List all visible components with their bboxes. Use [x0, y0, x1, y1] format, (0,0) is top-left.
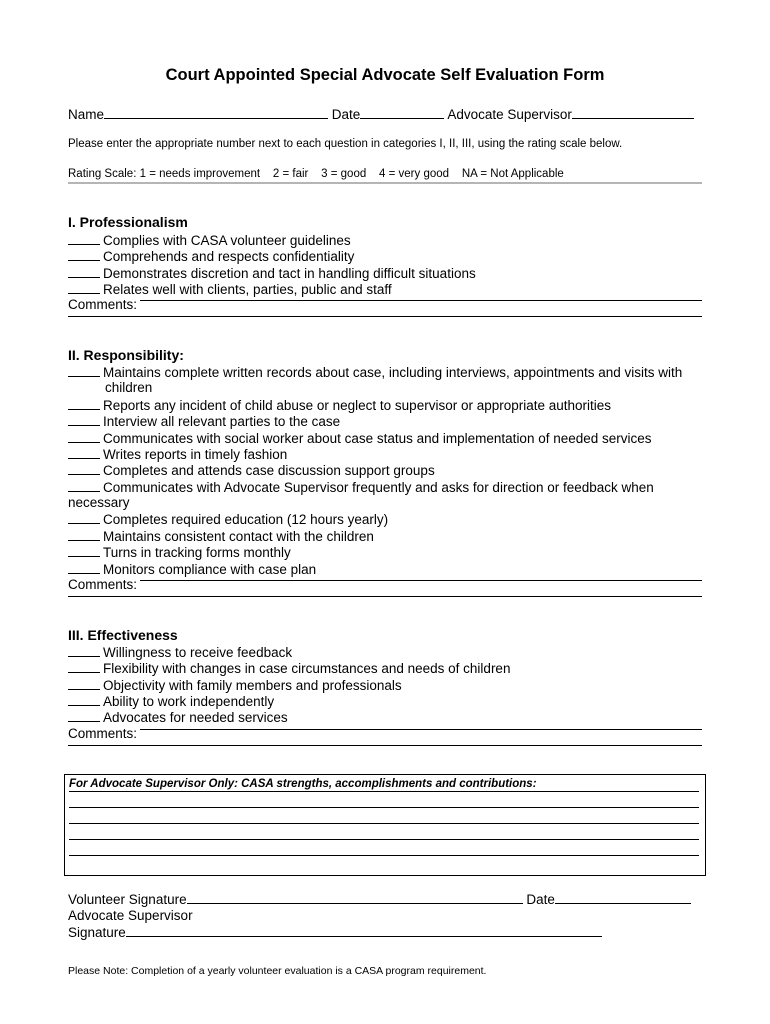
list-item: Communicates with Advocate Supervisor frequently and asks for direction or feedback when — [68, 479, 654, 495]
list-item: Communicates with social worker about case status and implementation of needed services — [68, 430, 652, 446]
name-field[interactable] — [104, 106, 328, 119]
date-label: Date — [331, 107, 361, 122]
list-item: Completes required education (12 hours yearly) — [68, 511, 388, 527]
supervisor-notes-line[interactable] — [69, 839, 699, 840]
supervisor-notes-line[interactable] — [69, 823, 699, 824]
comments-line[interactable] — [140, 300, 702, 301]
section-heading-effectiveness: III. Effectiveness — [68, 627, 178, 643]
list-item: Relates well with clients, parties, public and staff — [68, 281, 392, 297]
supervisor-signature-label: Signature — [68, 925, 126, 940]
list-item: Complies with CASA volunteer guidelines — [68, 232, 351, 248]
rating-item: 4 = very good — [379, 168, 450, 180]
list-item: Writes reports in timely fashion — [68, 446, 287, 462]
list-item: Interview all relevant parties to the case — [68, 413, 340, 429]
footer-note: Please Note: Completion of a yearly volunteer evaluation is a CASA program requirement. — [68, 965, 487, 977]
rating-blank[interactable] — [68, 561, 100, 574]
comments-label: Comments: — [68, 577, 138, 592]
list-item: Flexibility with changes in case circumstances and needs of children — [68, 660, 510, 676]
list-item: Maintains complete written records about case, including interviews, appointments and visits with — [68, 364, 682, 380]
signature-date-field[interactable] — [555, 891, 691, 904]
rating-blank[interactable] — [68, 413, 100, 426]
rating-blank[interactable] — [68, 462, 100, 475]
rating-item: 1 = needs improvement — [139, 168, 261, 180]
rating-blank[interactable] — [68, 511, 100, 524]
list-item-continuation: children — [105, 380, 153, 395]
comments-line[interactable] — [68, 596, 702, 597]
rating-blank[interactable] — [68, 544, 100, 557]
supervisor-notes-line[interactable] — [69, 855, 699, 856]
instructions: Please enter the appropriate number next to each question in categories I, II, III, using the rating scale below. — [68, 138, 623, 150]
rating-blank[interactable] — [68, 446, 100, 459]
section-heading-professionalism: I. Professionalism — [68, 214, 188, 230]
comments-label: Comments: — [68, 297, 138, 312]
list-item: Reports any incident of child abuse or neglect to supervisor or appropriate authorities — [68, 397, 611, 413]
rating-blank[interactable] — [68, 528, 100, 541]
supervisor-field[interactable] — [572, 106, 694, 119]
rating-scale-label: Rating Scale: — [68, 168, 137, 180]
comments-line[interactable] — [140, 729, 702, 730]
name-label: Name — [68, 107, 105, 122]
supervisor-notes-line[interactable] — [69, 807, 699, 808]
list-item: Willingness to receive feedback — [68, 644, 292, 660]
list-item: Comprehends and respects confidentiality — [68, 248, 354, 264]
supervisor-box-title: For Advocate Supervisor Only: CASA strengths, accomplishments and contributions: — [69, 778, 537, 790]
list-item-continuation: necessary — [68, 495, 130, 510]
rating-blank[interactable] — [68, 364, 100, 377]
supervisor-signature-row — [68, 924, 602, 940]
list-item: Monitors compliance with case plan — [68, 561, 316, 577]
rating-blank[interactable] — [68, 479, 100, 492]
section-heading-responsibility: II. Responsibility: — [68, 347, 184, 363]
rating-item: 2 = fair — [272, 168, 309, 180]
rating-scale — [68, 168, 564, 180]
date-field[interactable] — [360, 106, 444, 119]
supervisor-label: Advocate Supervisor — [447, 107, 572, 122]
comments-line[interactable] — [68, 745, 702, 746]
list-item: Turns in tracking forms monthly — [68, 544, 291, 560]
page-title: Court Appointed Special Advocate Self Evaluation Form — [165, 66, 605, 84]
list-item: Demonstrates discretion and tact in handling difficult situations — [68, 265, 476, 281]
rating-blank[interactable] — [68, 660, 100, 673]
rating-blank[interactable] — [68, 281, 100, 294]
divider — [68, 182, 702, 184]
list-item: Maintains consistent contact with the children — [68, 528, 374, 544]
rating-blank[interactable] — [68, 709, 100, 722]
rating-blank[interactable] — [68, 232, 100, 245]
supervisor-notes-line[interactable] — [69, 791, 699, 792]
rating-blank[interactable] — [68, 677, 100, 690]
volunteer-signature-label: Volunteer Signature — [68, 892, 187, 907]
header-fields-row — [68, 106, 694, 122]
comments-line[interactable] — [140, 580, 702, 581]
rating-blank[interactable] — [68, 644, 100, 657]
rating-item: NA = Not Applicable — [461, 168, 564, 180]
volunteer-signature-field[interactable] — [187, 891, 523, 904]
supervisor-only-box — [64, 774, 706, 876]
supervisor-signature-field[interactable] — [126, 924, 602, 937]
rating-blank[interactable] — [68, 693, 100, 706]
signature-date-label: Date — [526, 892, 555, 907]
list-item: Completes and attends case discussion support groups — [68, 462, 435, 478]
rating-blank[interactable] — [68, 248, 100, 261]
list-item: Objectivity with family members and professionals — [68, 677, 402, 693]
rating-blank[interactable] — [68, 265, 100, 278]
rating-item: 3 = good — [321, 168, 367, 180]
rating-blank[interactable] — [68, 430, 100, 443]
list-item: Ability to work independently — [68, 693, 274, 709]
rating-blank[interactable] — [68, 397, 100, 410]
volunteer-signature-row — [68, 891, 691, 907]
comments-label: Comments: — [68, 726, 138, 741]
list-item: Advocates for needed services — [68, 709, 288, 725]
comments-line[interactable] — [68, 316, 702, 317]
supervisor-signature-label-line1: Advocate Supervisor — [68, 908, 193, 923]
